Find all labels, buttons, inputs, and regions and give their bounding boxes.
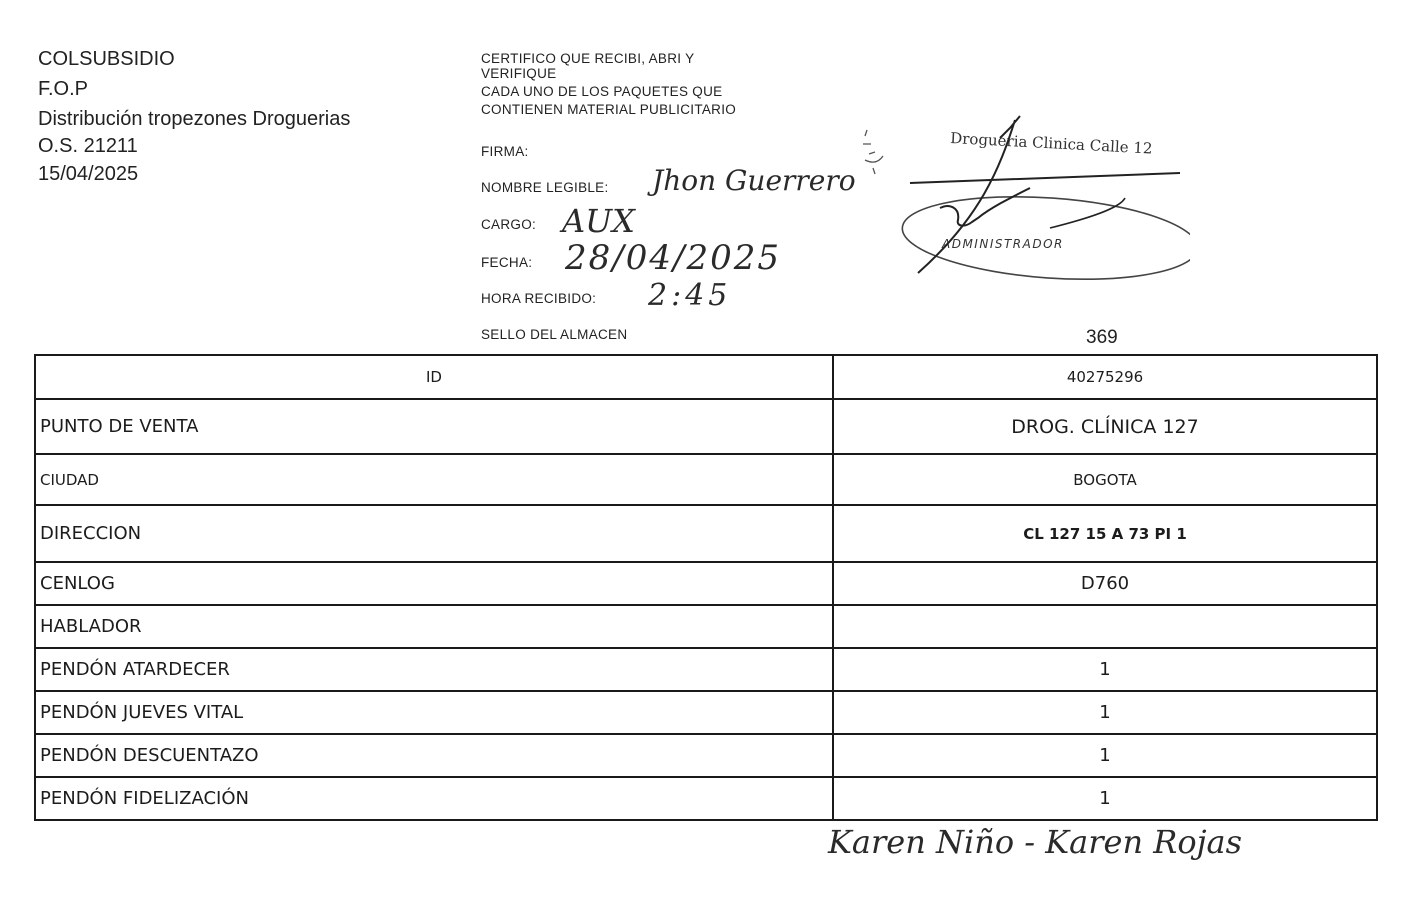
cert-line: CADA UNO DE LOS PAQUETES QUE [481, 84, 723, 99]
store-stamp [850, 108, 1190, 288]
row-value: 1 [833, 648, 1377, 691]
firma-label: FIRMA: [481, 144, 529, 159]
row-value: DROG. CLÍNICA 127 [833, 399, 1377, 454]
handwritten-hora: 2:45 [648, 278, 732, 313]
row-label: PENDÓN ATARDECER [35, 648, 833, 691]
row-value: D760 [833, 562, 1377, 605]
header-date: 15/04/2025 [38, 163, 139, 185]
row-label: PUNTO DE VENTA [35, 399, 833, 454]
table-row [35, 454, 1377, 505]
table-row [35, 691, 1377, 734]
table-row [35, 505, 1377, 562]
sello-label: SELLO DEL ALMACEN [481, 327, 628, 342]
table-row [35, 605, 1377, 648]
table-row [35, 399, 1377, 454]
header-fop: F.O.P [38, 78, 89, 100]
row-value: BOGOTA [833, 454, 1377, 505]
order-number: O.S. 21211 [38, 135, 138, 157]
row-label: PENDÓN JUEVES VITAL [35, 691, 833, 734]
table-row [35, 734, 1377, 777]
handwritten-recipients: Karen Niño - Karen Rojas [828, 823, 1243, 861]
row-value: 1 [833, 777, 1377, 820]
stamp-text-store: Drogueria Clinica Calle 12 [949, 129, 1153, 158]
cert-line: VERIFIQUE [481, 66, 557, 81]
cert-line: CERTIFICO QUE RECIBI, ABRI Y [481, 51, 695, 66]
row-label: CENLOG [35, 562, 833, 605]
stamp-text-role: ADMINISTRADOR [942, 237, 1064, 251]
table-row [35, 562, 1377, 605]
row-value: 1 [833, 734, 1377, 777]
hora-label: HORA RECIBIDO: [481, 291, 597, 306]
row-label: PENDÓN DESCUENTAZO [35, 734, 833, 777]
id-value-cell: 40275296 [833, 355, 1377, 399]
document-header [38, 44, 350, 189]
table-row [35, 355, 1377, 399]
row-label: DIRECCION [35, 505, 833, 562]
row-label: CIUDAD [35, 454, 833, 505]
row-value: CL 127 15 A 73 PI 1 [833, 505, 1377, 562]
store-info-table [34, 354, 1378, 821]
table-row [35, 777, 1377, 820]
certification-statement [481, 50, 736, 119]
row-value: 1 [833, 691, 1377, 734]
cert-line: CONTIENEN MATERIAL PUBLICITARIO [481, 102, 737, 117]
header-distribution: Distribución tropezones Droguerias [38, 108, 351, 130]
id-label-cell: ID [35, 355, 833, 399]
handwritten-name: Jhon Guerrero [652, 164, 856, 197]
row-label: HABLADOR [35, 605, 833, 648]
company-name: COLSUBSIDIO [38, 48, 175, 70]
handwritten-cargo: AUX [562, 202, 635, 240]
fecha-label: FECHA: [481, 255, 533, 270]
row-value [833, 605, 1377, 648]
stamp-graphic [850, 108, 1190, 288]
nombre-label: NOMBRE LEGIBLE: [481, 180, 609, 195]
sheet-number: 369 [1086, 327, 1118, 348]
cargo-label: CARGO: [481, 217, 537, 232]
handwritten-fecha: 28/04/2025 [565, 238, 781, 278]
table-row [35, 648, 1377, 691]
row-label: PENDÓN FIDELIZACIÓN [35, 777, 833, 820]
